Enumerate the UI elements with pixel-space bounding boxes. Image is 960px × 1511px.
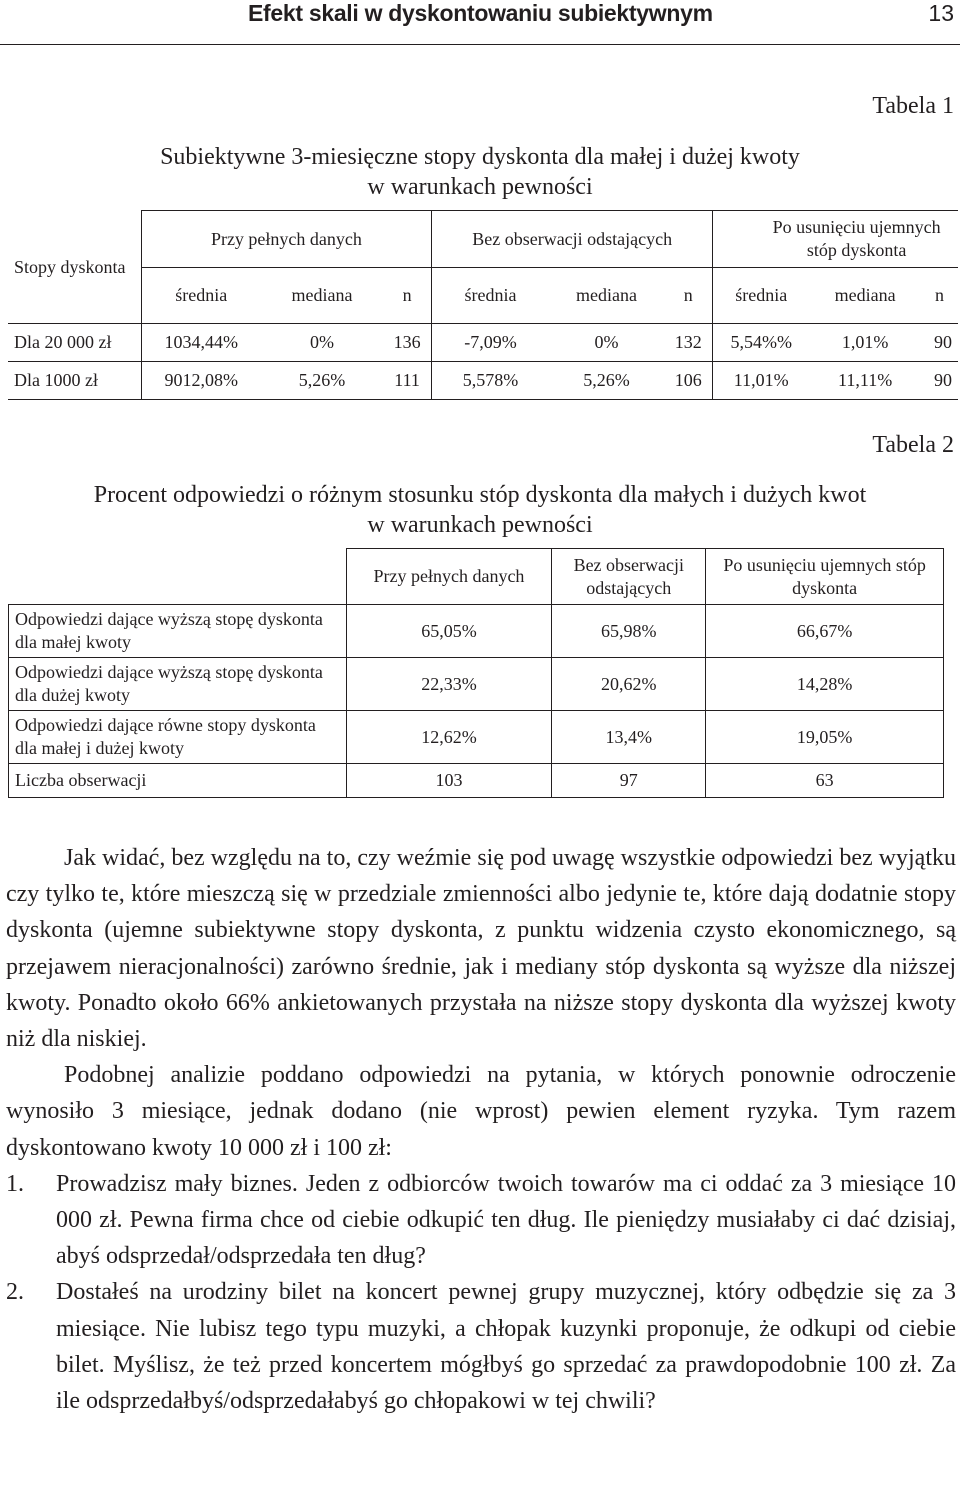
table2-column-header: Po usunięciu ujemnych stóp dyskonta [706, 549, 944, 605]
table1-cell: 5,26% [549, 362, 664, 400]
table2-row-label: Odpowiedzi dające równe stopy dyskonta dla małej i dużej kwoty [9, 711, 347, 764]
table-row [8, 362, 958, 400]
list-item-text: Dostałeś na urodziny bilet na koncert pewnej grupy muzycznej, który odbędzie się za 3 miesiące. Nie lubisz tego typu muzyki, a chłopak kuzynki proponuje, że odkupi od ciebie bilet. Myślisz, że też przed koncertem mógłbyś go sprzedać za prawdopodobnie 100 zł. Za ile odsprzedałbyś/odsprzedałabyś go chłopakowi w tej chwili? [56, 1279, 956, 1415]
table1-row-header: Stopy dyskonta [8, 211, 141, 324]
table1-cell: 0% [549, 324, 664, 362]
table2-cell: 19,05% [706, 711, 944, 764]
table1-cell: -7,09% [432, 324, 549, 362]
table1-cell: 9012,08% [141, 362, 261, 400]
table2-cell: 22,33% [346, 658, 552, 711]
table2-column-header: Bez obserwacji odstających [552, 549, 706, 605]
table2-row-label: Odpowiedzi dające wyższą stopę dyskonta dla dużej kwoty [9, 658, 347, 711]
table1-cell: 90 [921, 362, 958, 400]
table1-cell: 1,01% [809, 324, 921, 362]
table2-column-header: Przy pełnych danych [346, 549, 552, 605]
table1-subheader: mediana [809, 268, 921, 324]
table-row [9, 711, 944, 764]
table-row [9, 658, 944, 711]
question-list [6, 1166, 956, 1419]
table1-subheader: n [921, 268, 958, 324]
table1-cell: 136 [383, 324, 432, 362]
table1-cell: 11,01% [713, 362, 809, 400]
body-text [6, 840, 956, 1419]
table1-subheader: średnia [141, 268, 261, 324]
page-number: 13 [928, 0, 954, 26]
table1-subheader: mediana [261, 268, 383, 324]
table1-subheader: n [664, 268, 713, 324]
table1-cell: 132 [664, 324, 713, 362]
table1-subheader: średnia [432, 268, 549, 324]
table2-cell: 20,62% [552, 658, 706, 711]
table2 [8, 548, 944, 798]
table2-cell: 103 [346, 764, 552, 798]
table1-group-3: Po usunięciu ujemnych stóp dyskonta [713, 211, 958, 268]
table1-cell: 5,578% [432, 362, 549, 400]
running-head-title: Efekt skali w dyskontowaniu subiektywnym [248, 0, 713, 26]
table1-group-1: Przy pełnych danych [141, 211, 431, 268]
table2-row-label: Liczba obserwacji [9, 764, 347, 798]
table-row [9, 605, 944, 658]
table2-cell: 12,62% [346, 711, 552, 764]
running-head [0, 0, 960, 45]
list-item-number: 1. [6, 1170, 24, 1197]
table-row [8, 324, 958, 362]
table2-cell: 65,05% [346, 605, 552, 658]
table1-cell: 1034,44% [141, 324, 261, 362]
table-row [9, 764, 944, 798]
table2-cell: 66,67% [706, 605, 944, 658]
list-item [6, 1166, 956, 1275]
table2-cell: 63 [706, 764, 944, 798]
table1-cell: 11,11% [809, 362, 921, 400]
table2-caption-line2: w warunkach pewności [367, 512, 593, 538]
list-item-text: Prowadzisz mały biznes. Jeden z odbiorców twoich towarów ma ci oddać za 3 miesiące 10 000 zł. Pewna firma chce od ciebie odkupić ten dług. Ile pieniędzy musiałaby ci dać dzisiaj, abyś odsprzedał/odsprzedała ten dług? [56, 1170, 956, 1270]
table1-subheader: średnia [713, 268, 809, 324]
table1 [8, 210, 958, 400]
table1-group-2: Bez obserwacji odstających [432, 211, 713, 268]
table2-caption [20, 480, 940, 540]
table1-cell: 5,26% [261, 362, 383, 400]
table1-cell: 0% [261, 324, 383, 362]
list-item-number: 2. [6, 1279, 24, 1306]
table2-label: Tabela 2 [872, 432, 954, 458]
table2-cell: 13,4% [552, 711, 706, 764]
table1-caption [40, 142, 920, 202]
table2-cell: 14,28% [706, 658, 944, 711]
table1-row-label: Dla 20 000 zł [8, 324, 141, 362]
table2-corner [9, 549, 347, 605]
table1-caption-line2: w warunkach pewności [367, 174, 593, 200]
list-item [6, 1274, 956, 1419]
table2-row-label: Odpowiedzi dające wyższą stopę dyskonta dla małej kwoty [9, 605, 347, 658]
table1-caption-line1: Subiektywne 3-miesięczne stopy dyskonta dla małej i dużej kwoty [160, 144, 800, 170]
table1-row-label: Dla 1000 zł [8, 362, 141, 400]
table1-label: Tabela 1 [872, 93, 954, 119]
table2-cell: 97 [552, 764, 706, 798]
paragraph: Podobnej analizie poddano odpowiedzi na pytania, w których ponownie odroczenie wynosiło 3 miesiące, jednak dodano (nie wprost) pewien element ryzyka. Tym razem dyskontowano kwoty 10 000 zł i 100 zł: [6, 1062, 956, 1161]
table2-cell: 65,98% [552, 605, 706, 658]
table1-subheader: mediana [549, 268, 664, 324]
table1-cell: 90 [921, 324, 958, 362]
table1-cell: 111 [383, 362, 432, 400]
table1-cell: 5,54%% [713, 324, 809, 362]
table2-caption-line1: Procent odpowiedzi o różnym stosunku stóp dyskonta dla małych i dużych kwot [93, 482, 867, 508]
paragraph: Jak widać, bez względu na to, czy weźmie się pod uwagę wszystkie odpowiedzi bez wyjątku czy tylko te, które mieszczą się w przedziale zmienności albo jedynie te, które dają dodatnie stopy dyskonta (ujemne subiektywne stopy dyskonta, z punktu widzenia czysto ekonomicznego, są przejawem nieracjonalności) zarówno średnie, jak i mediany stóp dyskonta są wyższe dla niższej kwoty. Ponadto około 66% ankietowanych przystała na niższe stopy dyskonta dla wyższej kwoty niż dla niskiej. [6, 845, 956, 1053]
table1-cell: 106 [664, 362, 713, 400]
table1-subheader: n [383, 268, 432, 324]
